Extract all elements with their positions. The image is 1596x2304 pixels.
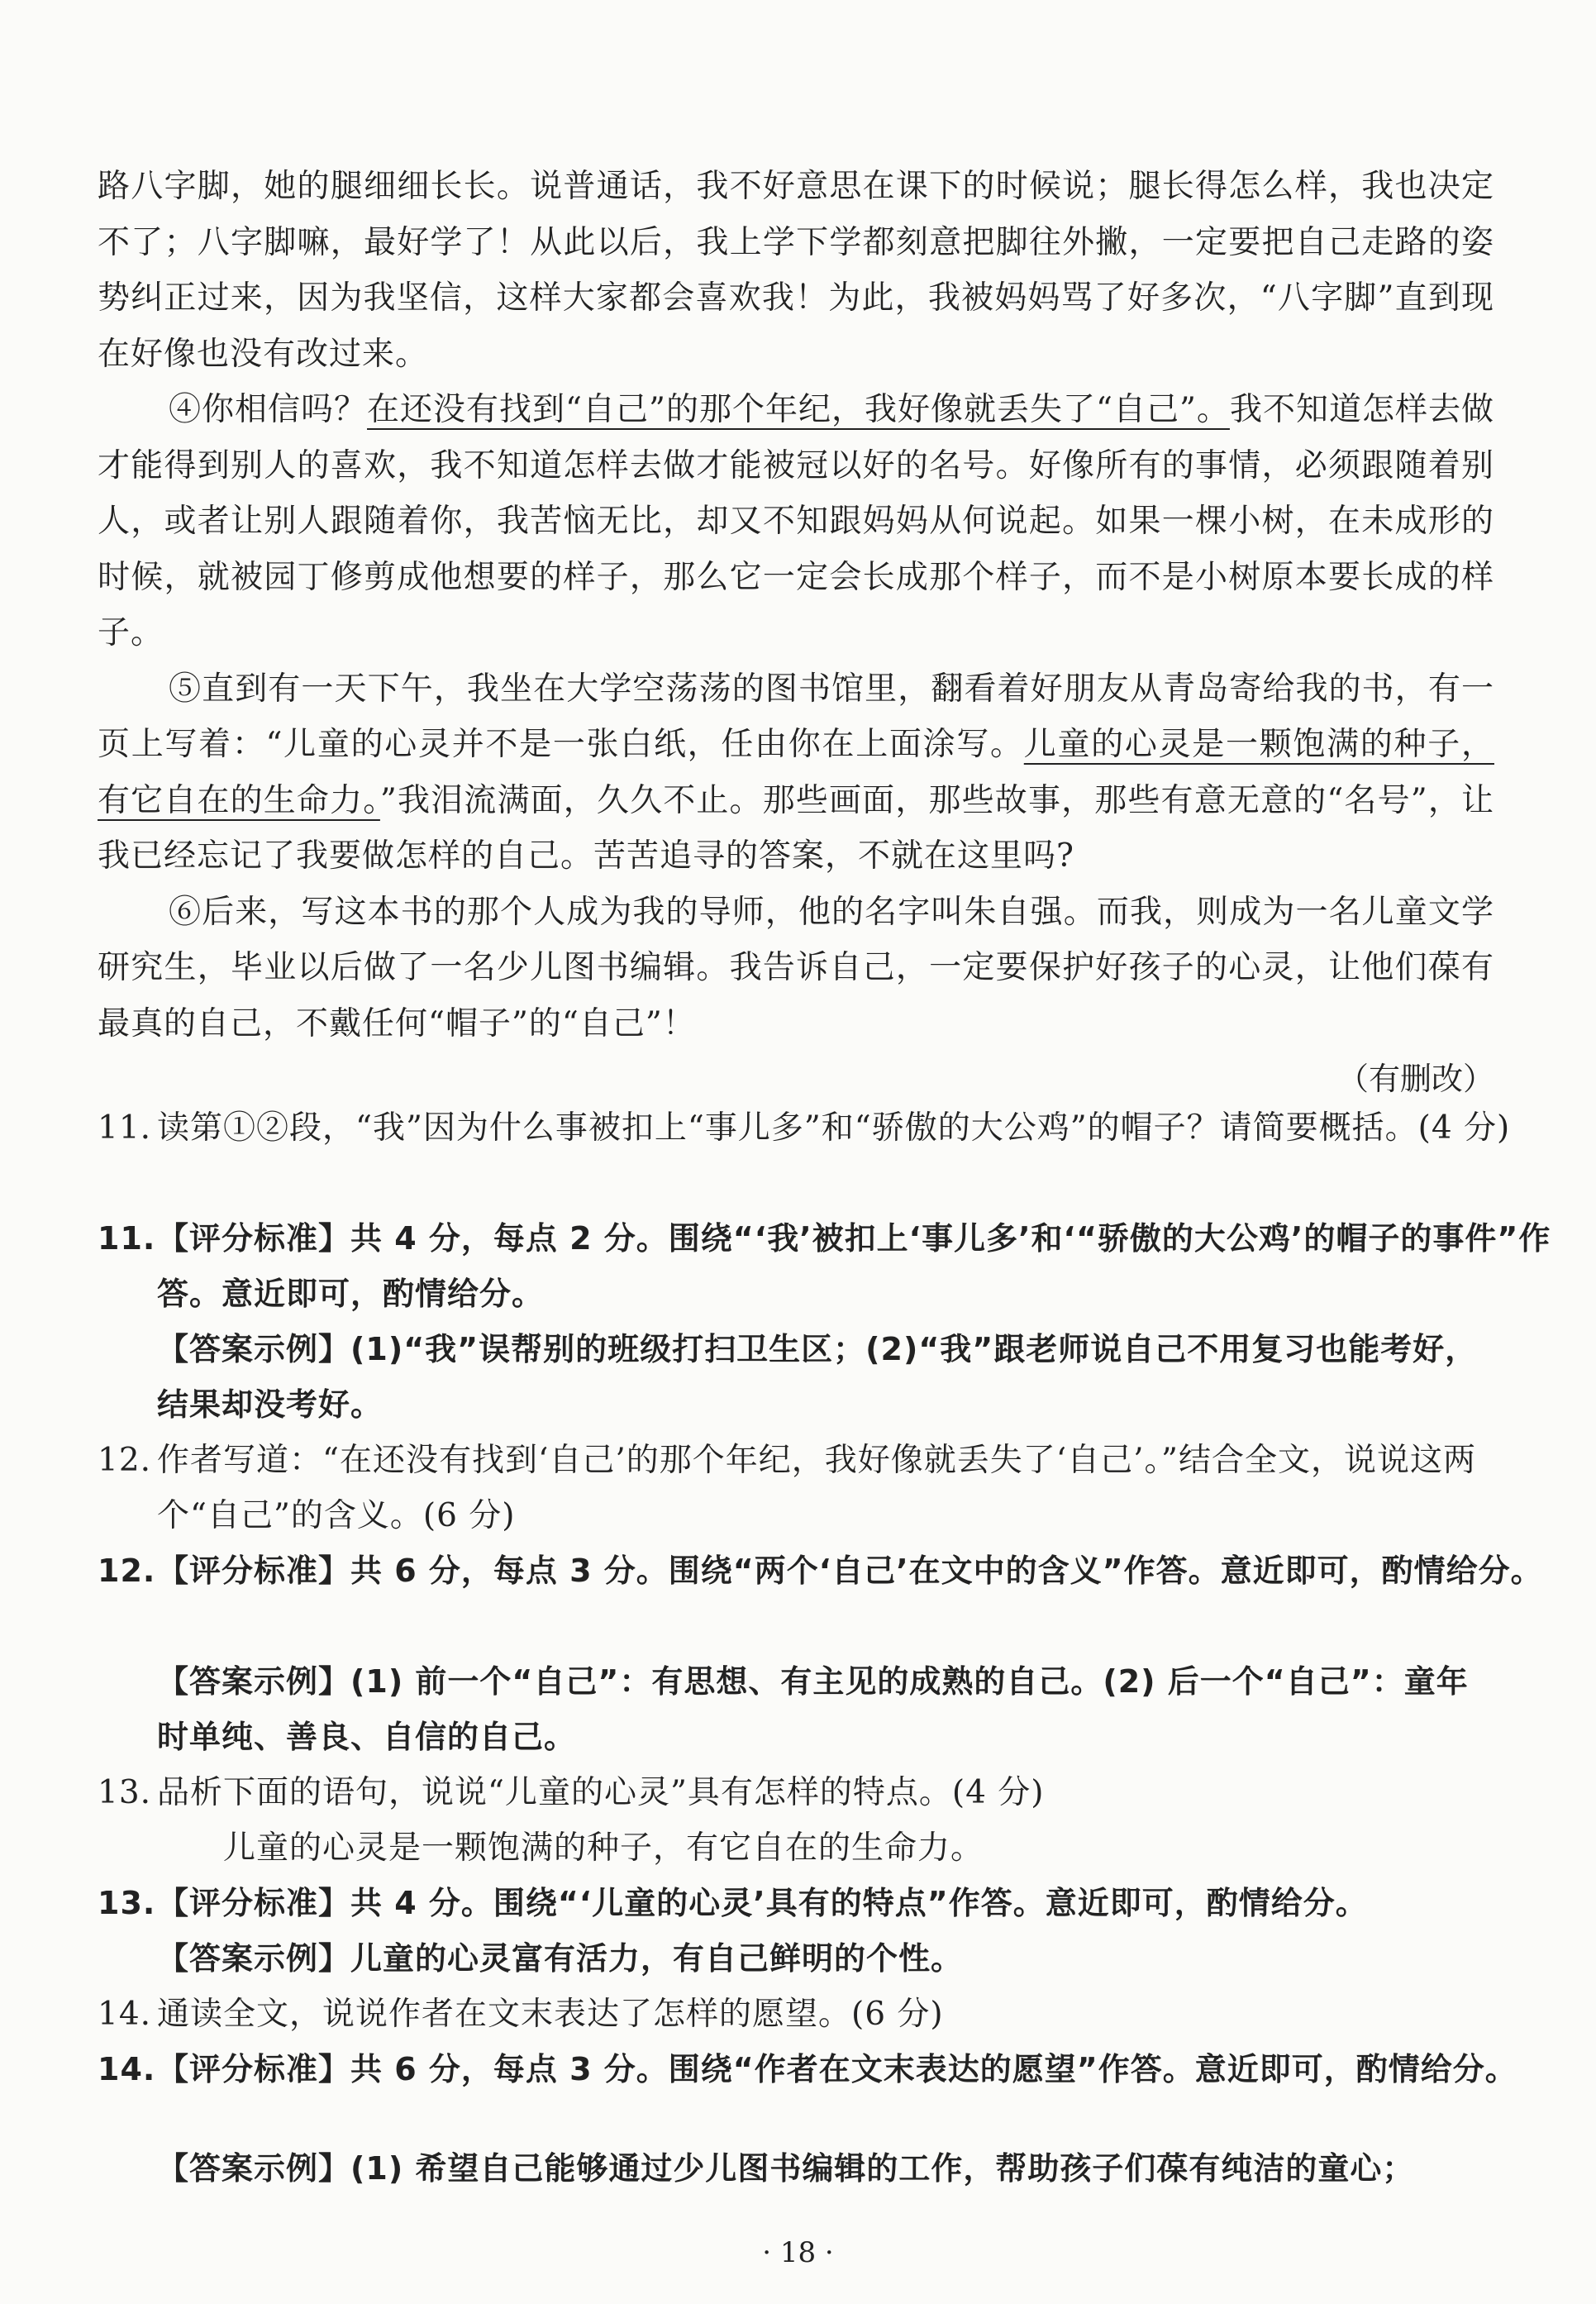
paragraph-4-start: ④你相信吗？	[169, 391, 368, 428]
question-14	[98, 1987, 1554, 2042]
question-13-number: 13.	[98, 1774, 152, 1811]
question-13-text: 品析下面的语句，说说“儿童的心灵”具有怎样的特点。(4 分)	[157, 1774, 1045, 1811]
question-13	[98, 1765, 1554, 1820]
question-11	[98, 1100, 1554, 1156]
answer-11-example	[157, 1322, 1494, 1433]
answer-12-number: 12.	[98, 1553, 156, 1589]
answer-12-criteria-text: 【评分标准】共 6 分，每点 3 分。围绕“两个‘自己’在文中的含义”作答。意近即可，酌情给分。	[157, 1553, 1543, 1589]
answer-11-number: 11.	[98, 1220, 156, 1257]
answer-13-example-text: 儿童的心灵富有活力，有自己鲜明的个性。	[350, 1940, 964, 1977]
answer-11-criteria-text: 【评分标准】共 4 分，每点 2 分。围绕“‘我’被扣上‘事儿多’和‘“骄傲的大公鸡’的帽子的事件”作答。意近即可，酌情给分。	[157, 1220, 1551, 1312]
question-14-text: 通读全文，说说作者在文末表达了怎样的愿望。(6 分)	[157, 1996, 944, 2033]
answer-13-example	[157, 1931, 1494, 1987]
question-12	[98, 1433, 1554, 1543]
paragraph-5-start: ⑤直到有一天下午，我坐在大学空荡荡的图书馆里，翻看着好朋友从青岛寄给我的书，有一页上写着：“儿童的心灵并不是一张白纸，任由你在上面涂写。	[98, 670, 1494, 763]
answer-14-example-label: 【答案示例】	[157, 2150, 351, 2187]
question-14-number: 14.	[98, 1996, 152, 2033]
answer-12-example	[157, 1654, 1494, 1765]
paragraph-4-rest: 我不知道怎样去做才能得到别人的喜欢，我不知道怎样去做才能被冠以好的名号。好像所有的事情，必须跟随着别人，或者让别人跟随着你，我苦恼无比，却又不知跟妈妈从何说起。如果一棵小树，在未成形的时候，就被园丁修剪成他想要的样子，那么它一定会长成那个样子，而不是小树原本要长成的样子。	[98, 391, 1494, 651]
answer-11-criteria	[98, 1211, 1554, 1322]
answer-14-example	[157, 2141, 1494, 2197]
question-11-number: 11.	[98, 1109, 152, 1147]
question-12-text: 作者写道：“在还没有找到‘自己’的那个年纪，我好像就丢失了‘自己’。”结合全文，说说这两个“自己”的含义。(6 分)	[157, 1442, 1476, 1534]
answer-13-criteria	[98, 1876, 1554, 1931]
question-11-text: 读第①②段，“我”因为什么事被扣上“事儿多”和“骄傲的大公鸡”的帽子？请简要概括。(4 分)	[157, 1109, 1511, 1147]
answer-12-example-text: (1) 前一个“自己”：有思想、有主见的成熟的自己。(2) 后一个“自己”：童年时单纯、善良、自信的自己。	[157, 1663, 1469, 1755]
answer-14-criteria	[98, 2042, 1554, 2097]
page-number: · 18 ·	[762, 2236, 834, 2269]
answer-14-criteria-text: 【评分标准】共 6 分，每点 3 分。围绕“作者在文末表达的愿望”作答。意近即可，酌情给分。	[157, 2051, 1517, 2087]
answer-13-criteria-text: 【评分标准】共 4 分。围绕“‘儿童的心灵’具有的特点”作答。意近即可，酌情给分。	[157, 1885, 1368, 1921]
paragraph-3-continued: 路八字脚，她的腿细细长长。说普通话，我不好意思在课下的时候说；腿长得怎么样，我也决定不了；八字脚嘛，最好学了！从此以后，我上学下学都刻意把脚往外撇，一定要把自己走路的姿势纠正过来，因为我坚信，这样大家都会喜欢我！为此，我被妈妈骂了好多次，“八字脚”直到现在好像也没有改过来。	[98, 168, 1494, 373]
answer-11-example-text: (1)“我”误帮别的班级打扫卫生区；(2)“我”跟老师说自己不用复习也能考好，结果却没考好。	[157, 1331, 1478, 1423]
paragraph-5-underlined-sentence: 儿童的心灵是一颗饱满的种子，有它自在的生命力。	[98, 726, 1494, 819]
paragraph-4-underlined-sentence: 在还没有找到“自己”的那个年纪，我好像就丢失了“自己”。	[367, 391, 1230, 428]
answer-13-example-label: 【答案示例】	[157, 1940, 351, 1977]
question-12-number: 12.	[98, 1442, 152, 1479]
answer-11-example-label: 【答案示例】	[157, 1331, 351, 1367]
answer-12-example-label: 【答案示例】	[157, 1663, 351, 1700]
answer-12-criteria	[98, 1543, 1554, 1599]
paragraph-6: ⑥后来，写这本书的那个人成为我的导师，他的名字叫朱自强。而我，则成为一名儿童文学研究生，毕业以后做了一名少儿图书编辑。我告诉自己，一定要保护好孩子的心灵，让他们葆有最真的自己，不戴任何“帽子”的“自己”！	[98, 893, 1494, 1042]
answer-14-example-text: (1) 希望自己能够通过少儿图书编辑的工作，帮助孩子们葆有纯洁的童心；	[350, 2150, 1415, 2187]
paragraph-5	[98, 661, 1494, 885]
reading-passage	[98, 159, 1494, 1108]
answer-13-number: 13.	[98, 1885, 156, 1921]
paragraph-4	[98, 382, 1494, 661]
paragraph-5-rest: ”我泪流满面，久久不止。那些画面，那些故事，那些有意无意的“名号”，让我已经忘记了我要做怎样的自己。苦苦追寻的答案，不就在这里吗?	[98, 781, 1494, 875]
source-note: （有删改）	[1336, 1061, 1494, 1097]
answer-14-number: 14.	[98, 2051, 156, 2087]
question-13-quote: 儿童的心灵是一颗饱满的种子，有它自在的生命力。	[223, 1829, 984, 1867]
